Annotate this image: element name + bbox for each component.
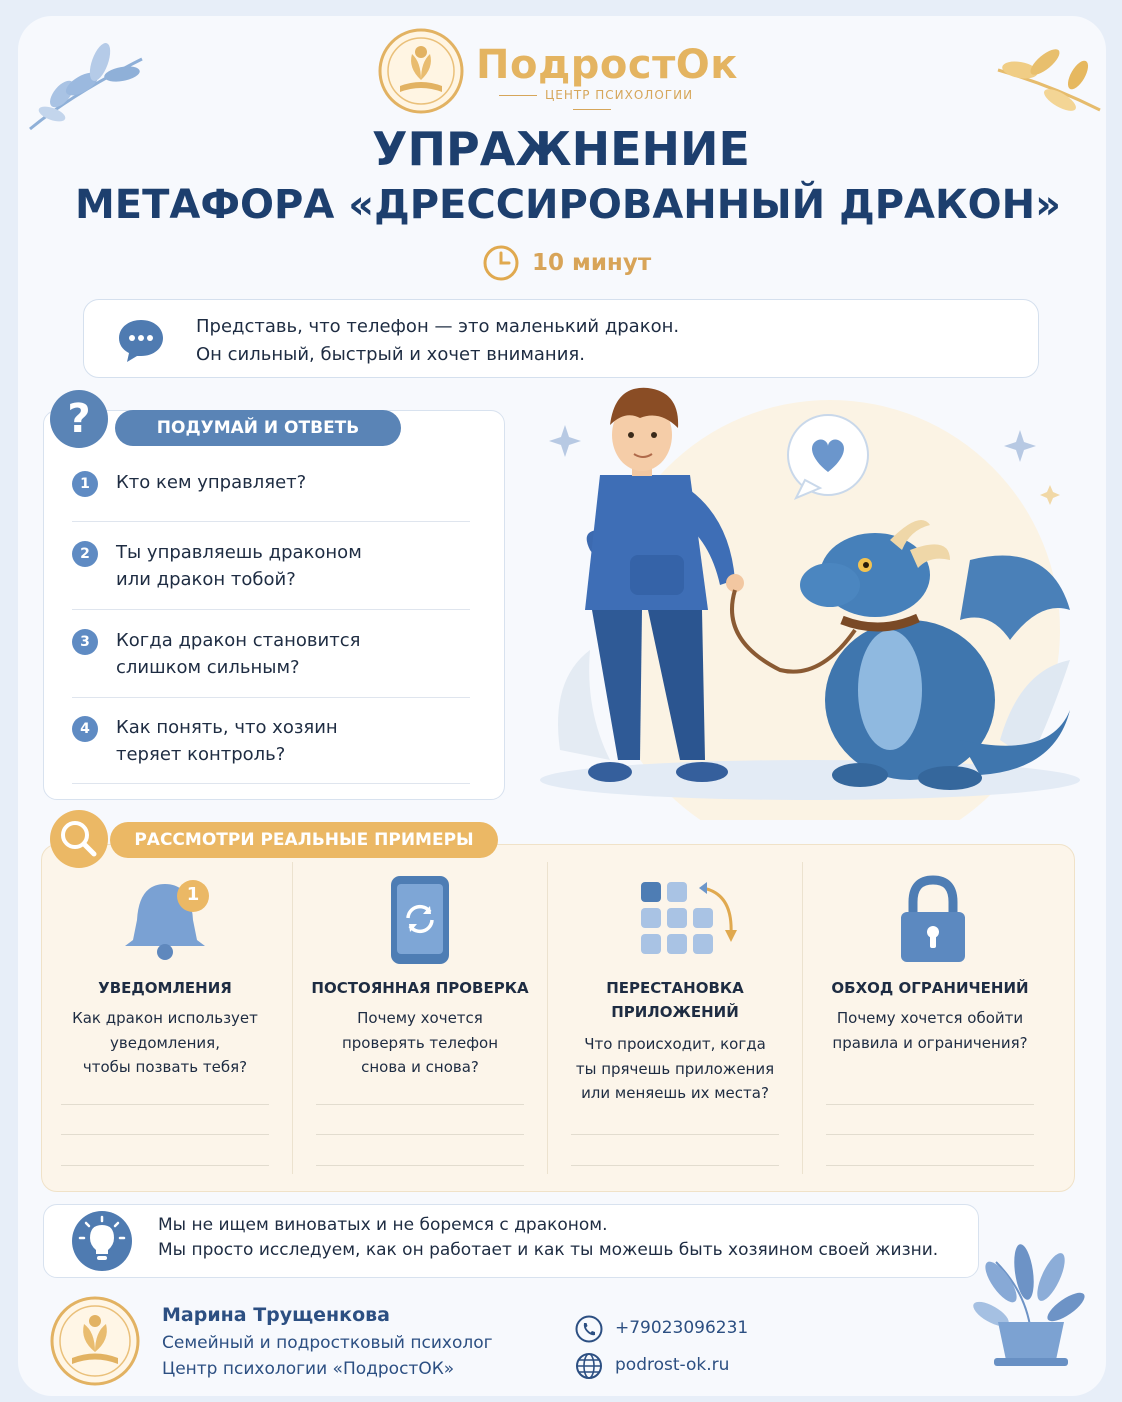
- divider: [72, 783, 470, 784]
- question-number: 2: [72, 541, 98, 567]
- note-line-2: Мы просто исследуем, как он работает и как ты можешь быть хозяином своей жизни.: [158, 1240, 939, 1260]
- example-title: УВЕДОМЛЕНИЯ: [98, 979, 232, 997]
- intro-line-1: Представь, что телефон — это маленький дракон.: [196, 316, 680, 337]
- lock-icon: [806, 872, 1054, 968]
- example-text: Что происходит, когда ты прячешь приложения или меняешь их места?: [575, 1035, 775, 1102]
- globe-icon: [575, 1352, 603, 1380]
- divider: [72, 697, 470, 698]
- answer-line: [316, 1134, 524, 1135]
- author-role: Семейный и подростковый психолог: [162, 1333, 493, 1353]
- question-item: [72, 539, 470, 595]
- example-text: Почему хочется обойти правила и ограничения?: [832, 1009, 1028, 1052]
- answer-line: [316, 1104, 524, 1105]
- question-number: 4: [72, 716, 98, 742]
- divider: [802, 862, 803, 1174]
- lightbulb-icon: [72, 1211, 132, 1271]
- examples-heading: РАССМОТРИ РЕАЛЬНЫЕ ПРИМЕРЫ: [110, 822, 498, 858]
- brand-logo-icon: [378, 28, 464, 114]
- page-title: УПРАЖНЕНИЕ: [372, 122, 750, 176]
- answer-line: [826, 1104, 1034, 1105]
- answer-line: [826, 1134, 1034, 1135]
- divider: [72, 521, 470, 522]
- notification-badge: 1: [186, 884, 200, 905]
- brand-subtitle: ЦЕНТР ПСИХОЛОГИИ: [476, 88, 708, 116]
- example-card-rearranging: [551, 872, 799, 1172]
- divider: [292, 862, 293, 1174]
- question-number: 3: [72, 629, 98, 655]
- phone-icon: [575, 1315, 603, 1343]
- page-subtitle: МЕТАФОРА «ДРЕССИРОВАННЫЙ ДРАКОН»: [74, 182, 1061, 228]
- duration-row: [482, 244, 682, 282]
- intro-line-2: Он сильный, быстрый и хочет внимания.: [196, 344, 585, 365]
- example-card-notifications: [41, 872, 289, 1172]
- question-number: 1: [72, 471, 98, 497]
- answer-line: [61, 1104, 269, 1105]
- answer-line: [61, 1165, 269, 1166]
- duration-text: 10 минут: [532, 250, 652, 276]
- author-center: Центр психологии «ПодростОК»: [162, 1359, 455, 1379]
- leaf-branch-decoration: [22, 34, 152, 134]
- example-title: ПЕРЕСТАНОВКА ПРИЛОЖЕНИЙ: [606, 979, 744, 1021]
- closing-note: [43, 1204, 979, 1278]
- question-item: [72, 469, 470, 499]
- example-text: Почему хочется проверять телефон снова и снова?: [341, 1009, 499, 1076]
- example-title: ПОСТОЯННАЯ ПРОВЕРКА: [311, 979, 529, 997]
- magnifier-icon: [50, 810, 108, 868]
- divider: [547, 862, 548, 1174]
- clock-icon: [482, 244, 520, 282]
- brand-name: ПодростОк: [476, 42, 738, 88]
- divider: [72, 609, 470, 610]
- example-title: ОБХОД ОГРАНИЧЕНИЙ: [831, 979, 1029, 997]
- example-card-bypass: [806, 872, 1054, 1172]
- chat-bubble-icon: [116, 316, 166, 366]
- note-line-1: Мы не ищем виноватых и не боремся с драконом.: [158, 1215, 608, 1235]
- potted-plant-decoration: [966, 1232, 1096, 1372]
- footer-logo-icon: [50, 1296, 140, 1386]
- leaf-branch-decoration: [990, 40, 1105, 120]
- question-item: [72, 714, 470, 770]
- website-link[interactable]: podrost-ok.ru: [615, 1355, 730, 1375]
- question-item: [72, 627, 470, 683]
- app-grid-icon: [551, 872, 799, 968]
- answer-line: [571, 1165, 779, 1166]
- intro-card: [83, 299, 1039, 378]
- answer-line: [316, 1165, 524, 1166]
- answer-line: [61, 1134, 269, 1135]
- example-card-checking: [296, 872, 544, 1172]
- phone-link[interactable]: +79023096231: [615, 1318, 749, 1338]
- answer-line: [826, 1165, 1034, 1166]
- question-text: Ты управляешь драконом или дракон тобой?: [116, 542, 362, 590]
- question-mark-icon: ?: [50, 390, 108, 448]
- question-text: Кто кем управляет?: [116, 472, 307, 493]
- example-text: Как дракон использует уведомления, чтобы позвать тебя?: [72, 1009, 258, 1076]
- boy-with-dragon-illustration: [530, 380, 1090, 820]
- answer-line: [571, 1134, 779, 1135]
- bell-icon: [41, 872, 289, 968]
- question-text: Когда дракон становится слишком сильным?: [116, 630, 361, 678]
- author-name: Марина Трущенкова: [162, 1304, 390, 1326]
- think-heading: ПОДУМАЙ И ОТВЕТЬ: [115, 410, 401, 446]
- phone-refresh-icon: [296, 872, 544, 968]
- question-text: Как понять, что хозяин теряет контроль?: [116, 717, 338, 765]
